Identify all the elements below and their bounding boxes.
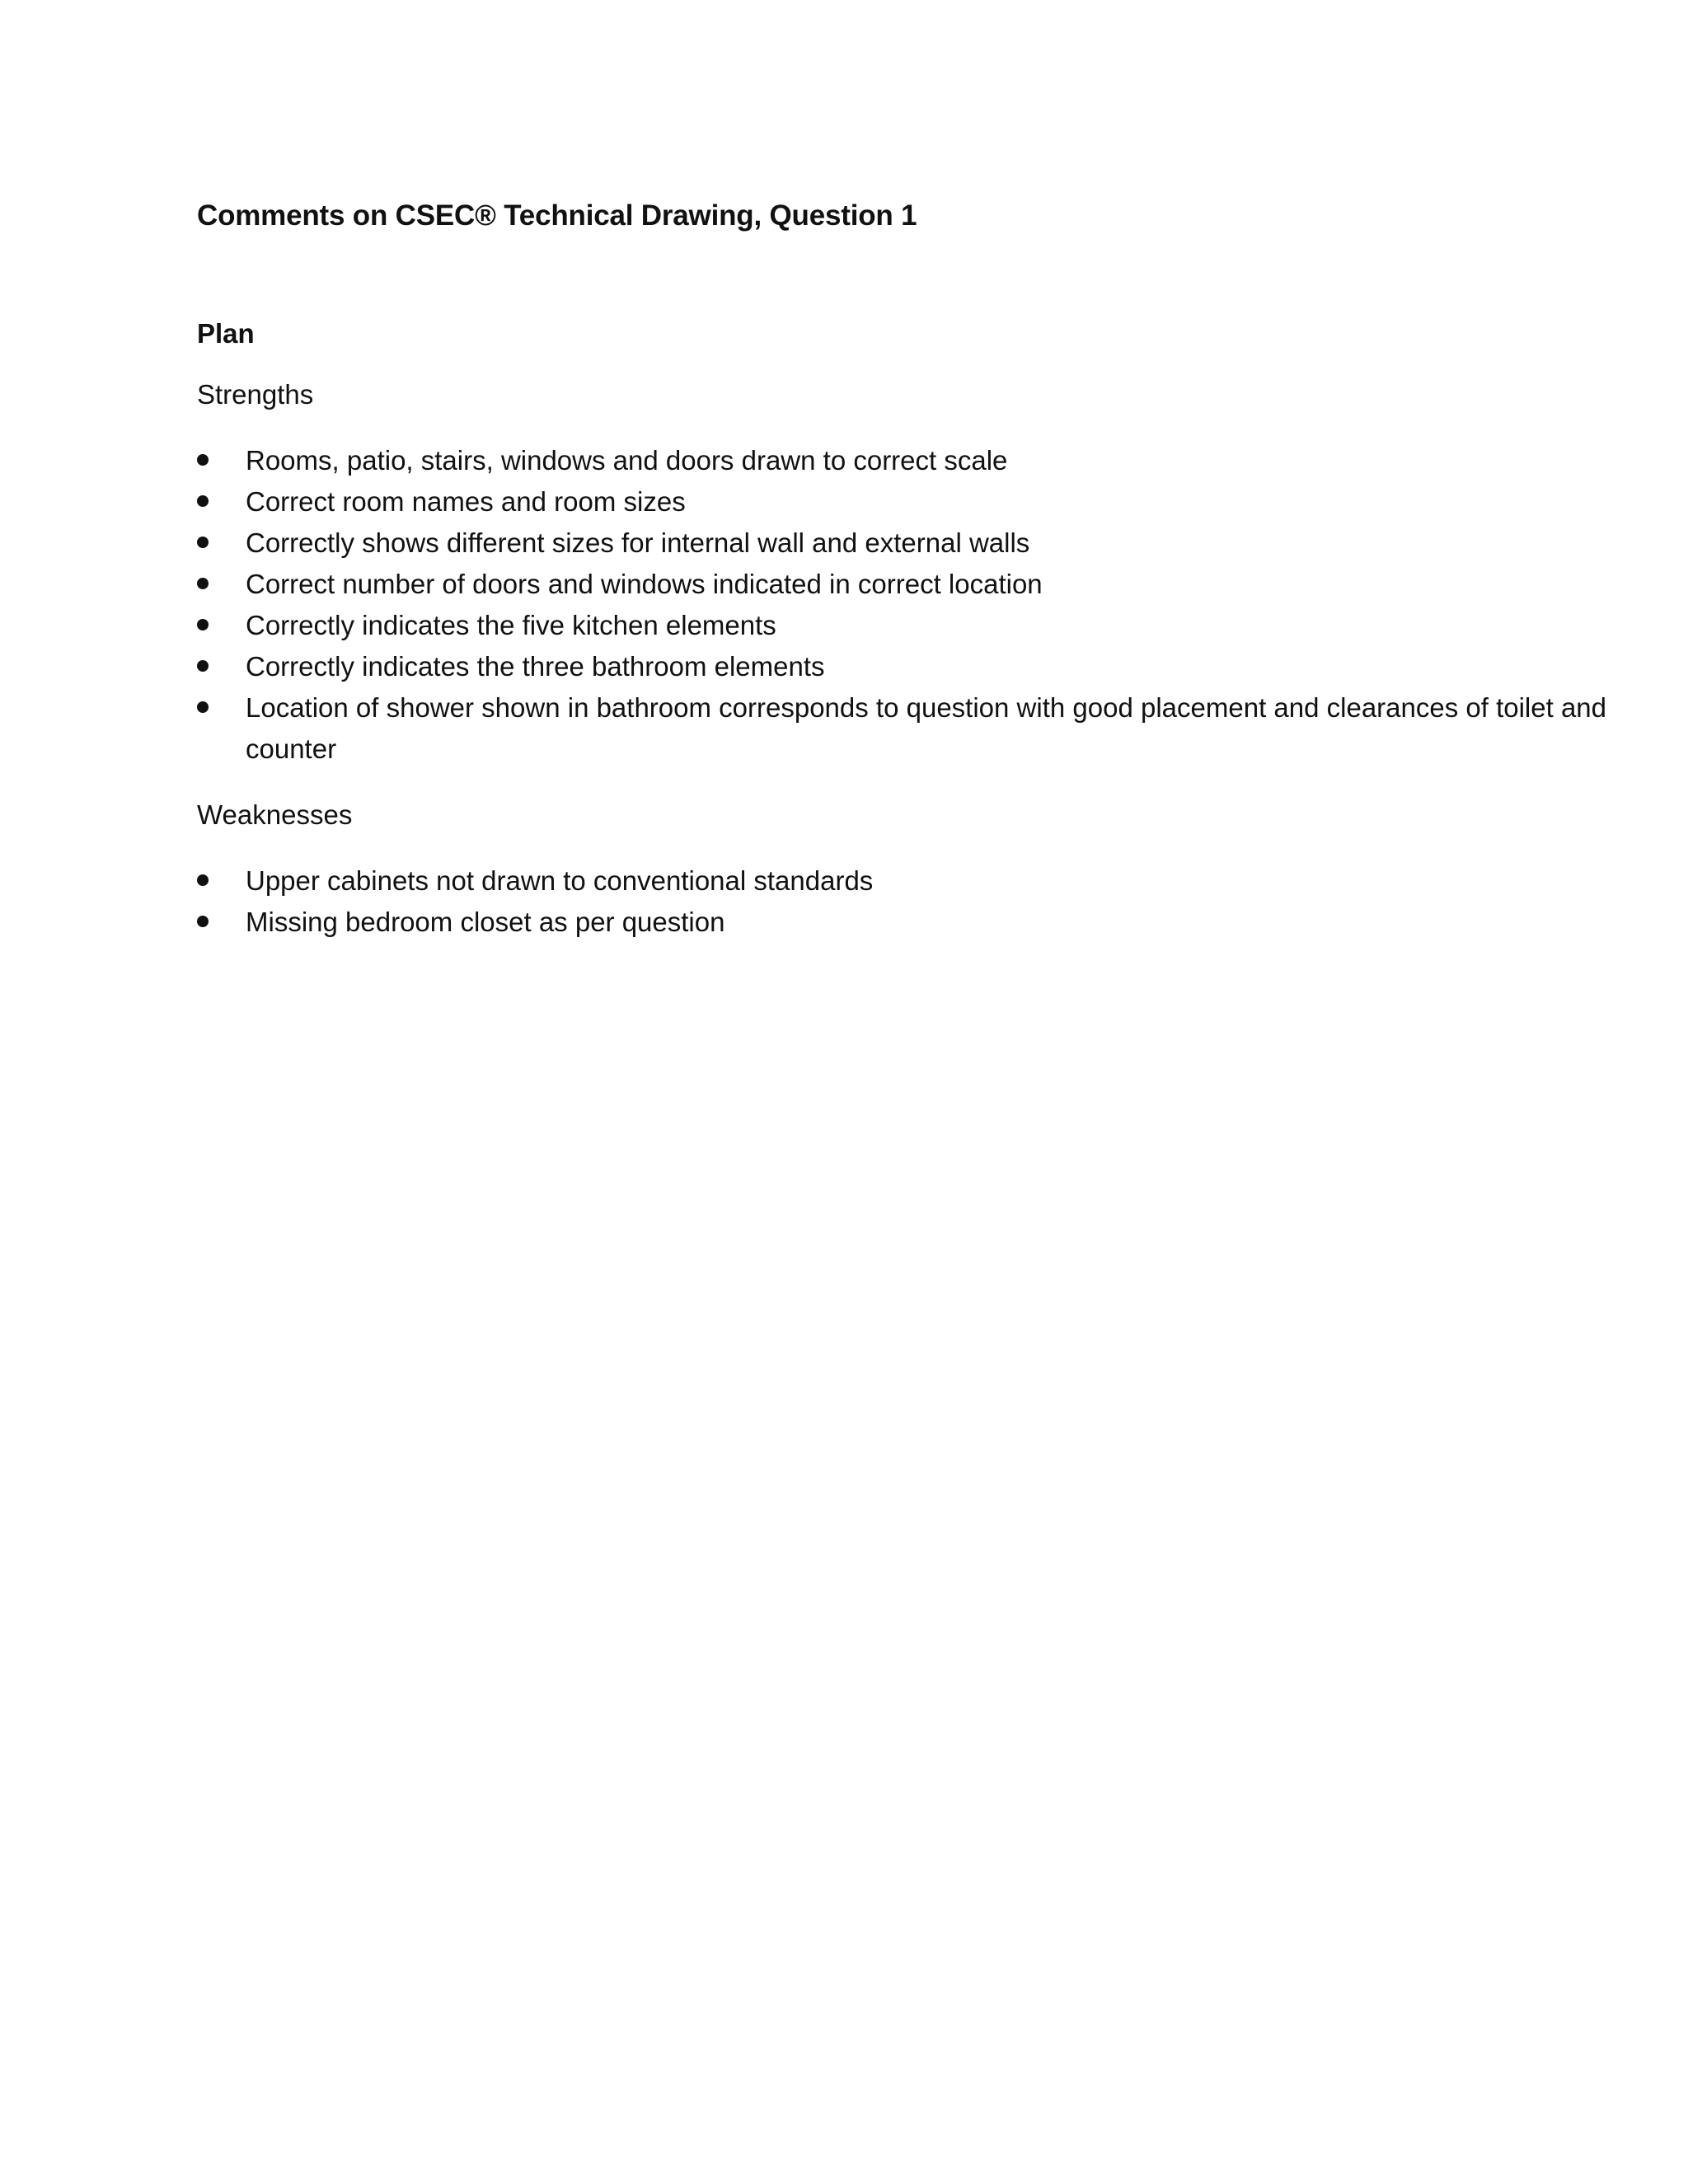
list-item — [197, 481, 1615, 523]
strengths-list — [197, 440, 1615, 770]
section-heading-plan: Plan — [197, 318, 255, 349]
bullet-icon — [197, 916, 209, 927]
list-item — [197, 687, 1615, 770]
list-item-text: Correctly indicates the five kitchen elements — [246, 610, 776, 640]
bullet-icon — [197, 701, 209, 713]
list-item — [197, 605, 1615, 646]
list-item — [197, 523, 1615, 564]
bullet-icon — [197, 495, 209, 507]
document-content — [197, 198, 1615, 971]
list-item — [197, 440, 1615, 481]
weaknesses-heading: Weaknesses — [197, 799, 353, 830]
list-item-text: Upper cabinets not drawn to conventional standards — [246, 865, 874, 896]
bullet-icon — [197, 619, 209, 630]
list-item-text: Correct room names and room sizes — [246, 486, 686, 517]
list-item-text: Correctly shows different sizes for internal wall and external walls — [246, 527, 1030, 558]
bullet-icon — [197, 454, 209, 466]
bullet-icon — [197, 537, 209, 548]
bullet-icon — [197, 874, 209, 886]
list-item-text: Correctly indicates the three bathroom elements — [246, 651, 825, 682]
list-item-text: Missing bedroom closet as per question — [246, 907, 725, 937]
list-item — [197, 646, 1615, 687]
bullet-icon — [197, 578, 209, 589]
list-item-text: Location of shower shown in bathroom corresponds to question with good placement and clearances of toilet and counter — [246, 692, 1607, 764]
weaknesses-list — [197, 860, 1615, 943]
list-item-text: Rooms, patio, stairs, windows and doors drawn to correct scale — [246, 445, 1008, 476]
strengths-heading: Strengths — [197, 379, 314, 410]
list-item — [197, 564, 1615, 605]
list-item — [197, 902, 1615, 943]
list-item — [197, 860, 1615, 902]
bullet-icon — [197, 660, 209, 672]
page-title: Comments on CSEC® Technical Drawing, Question 1 — [197, 199, 917, 232]
list-item-text: Correct number of doors and windows indicated in correct location — [246, 569, 1043, 599]
